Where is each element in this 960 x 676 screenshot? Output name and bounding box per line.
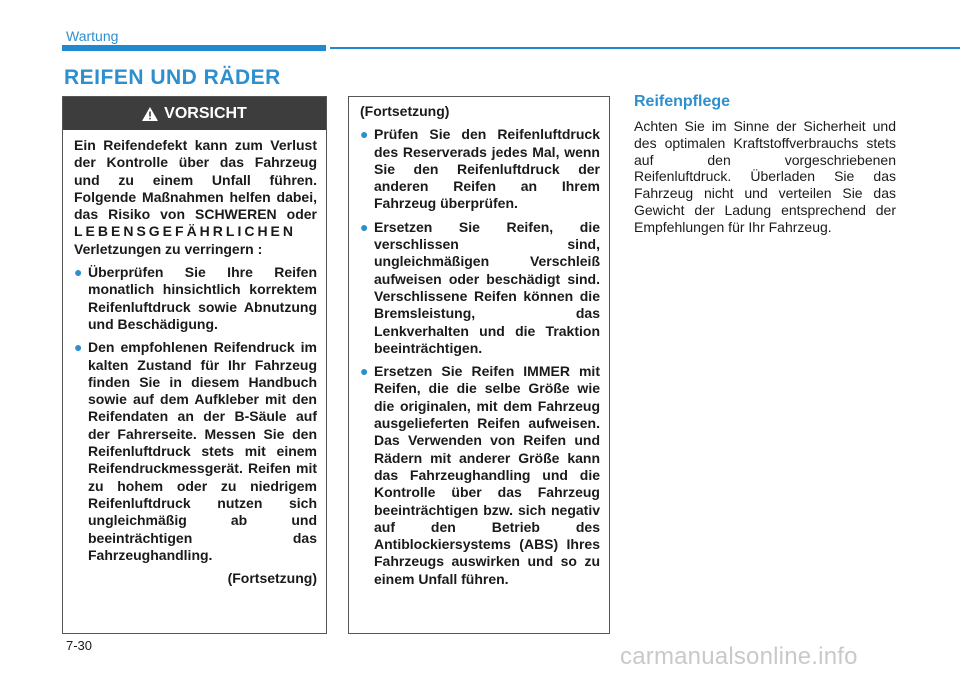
warning-header: [63, 97, 326, 130]
bullet-icon: ●: [360, 126, 369, 143]
list-item-text: Ersetzen Sie Reifen IMMER mit Reifen, die die selbe Größe wie die originalen, mit dem Fahrzeug ausgelieferten Reifen aufweisen. Das Verwenden von Reifen und Rädern mit anderer Größe kann das Fahrzeughandling und die Kontrolle über das Fahrzeug beeinträchtigen bzw. sich negativ auf den Betrieb des Antiblockiersystems (ABS) Ihres Fahrzeugs auswirken und so zu einem Unfall führen.: [374, 363, 600, 587]
continuation-content: [349, 97, 609, 588]
warning-intro-emphasis: LEBENSGEFÄHRLICHEN: [74, 223, 297, 240]
care-paragraph: Achten Sie im Sinne der Sicherheit und des optimalen Kraftstoffverbrauchs stets auf den vorgeschriebenen Reifenluftdruck. Überladen Sie das Fahrzeug nicht und verteilen Sie das Gewicht der Ladung entsprechend der Empfehlungen für Ihr Fahrzeug.: [634, 118, 896, 235]
list-item-text: Ersetzen Sie Reifen, die verschlissen sind, ungleichmäßigen Verschleiß aufweisen oder beschädigt sind. Verschlissene Reifen können die Bremsleistung, das Lenkverhalten und die Traktion beeinträchtigen.: [374, 218, 600, 356]
list-item: [74, 264, 317, 333]
section-subtitle: Reifenpflege: [634, 93, 731, 110]
list-item-text: Prüfen Sie den Reifenluftdruck des Reserverads jedes Mal, wenn Sie den Reifenluftdruck der anderen Reifen an Ihrem Fahrzeug überprüfen.: [374, 126, 600, 212]
section-label: Wartung: [66, 28, 119, 44]
continued-note: (Fortsetzung): [227, 570, 317, 587]
page-number: 7-30: [66, 638, 93, 653]
list-item: [360, 219, 600, 357]
warning-intro-text: Ein Reifendefekt kann zum Verlust der Kontrolle über das Fahrzeug und zu einem Unfall führen. Folgende Maßnahmen helfen dabei, das Risiko von SCHWEREN oder: [74, 137, 317, 223]
list-item: [360, 126, 600, 212]
header-rule-thin: [330, 47, 960, 49]
list-item: [74, 339, 317, 564]
warning-label: VORSICHT: [164, 104, 247, 122]
warning-intro: [74, 137, 317, 258]
list-item-text: Überprüfen Sie Ihre Reifen monatlich hinsichtlich korrektem Reifenluftdruck sowie Abnutzung und Beschädigung.: [88, 264, 317, 332]
page-title: REIFEN UND RÄDER: [64, 66, 281, 89]
warning-intro-end: Verletzungen zu verringern :: [74, 240, 263, 257]
bullet-icon: ●: [74, 339, 83, 356]
continuation-box: [348, 96, 610, 634]
continuation-heading: (Fortsetzung): [360, 103, 450, 119]
warning-triangle-icon: [142, 107, 158, 121]
bullet-icon: ●: [360, 363, 369, 380]
header-rule-thick: [62, 45, 326, 51]
list-item-text: Den empfohlenen Reifendruck im kalten Zustand für Ihr Fahrzeug finden Sie in diesem Handbuch sowie auf dem Aufkleber mit den Reifendaten an der B-Säule auf der Fahrerseite. Messen Sie den Reifenluftdruck stets mit einem Reifendruckmessgerät. Reifen mit zu hohem oder zu niedrigem Reifenluftdruck nutzen sich ungleichmäßig ab und beeinträchtigen das Fahrzeughandling.: [88, 339, 317, 563]
watermark: carmanualsonline.info: [620, 643, 858, 670]
warning-list: [74, 264, 317, 564]
warning-content: [63, 130, 326, 587]
bullet-icon: ●: [74, 264, 83, 281]
bullet-icon: ●: [360, 218, 369, 235]
continuation-list: [360, 126, 600, 588]
warning-box: [62, 96, 327, 634]
list-item: [360, 363, 600, 588]
